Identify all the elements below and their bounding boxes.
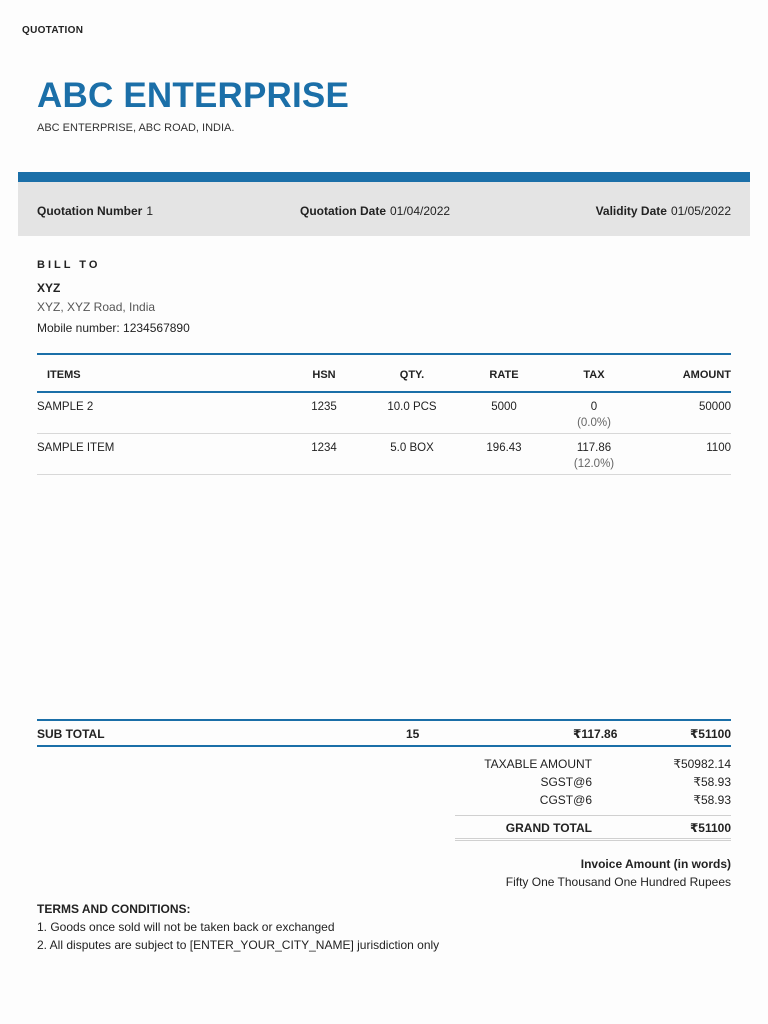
grand-total-value: ₹51100 xyxy=(689,821,731,835)
validity-date xyxy=(596,204,731,218)
row-amount: 50000 xyxy=(699,401,731,413)
row-tax-value: 0 xyxy=(590,401,598,413)
header-tax: TAX xyxy=(583,369,605,381)
row-qty: 10.0 PCS xyxy=(387,401,437,413)
cgst-row xyxy=(455,793,731,811)
taxable-amount-row xyxy=(455,757,731,775)
table-header xyxy=(37,353,731,393)
subtotal-tax: ₹117.86 xyxy=(573,727,618,741)
terms-title: TERMS AND CONDITIONS: xyxy=(37,902,191,916)
quotation-number-label: Quotation Number xyxy=(37,204,143,218)
subtotal-amount: ₹51100 xyxy=(689,727,731,741)
cgst-label: CGST@6 xyxy=(539,793,592,807)
sgst-row xyxy=(455,775,731,793)
subtotal-qty: 15 xyxy=(406,727,420,741)
terms-line-1: 1. Goods once sold will not be taken back or exchanged xyxy=(37,920,335,934)
row-tax-percent: (0.0%) xyxy=(577,417,611,429)
grand-total-label: GRAND TOTAL xyxy=(505,821,592,835)
header-items: ITEMS xyxy=(47,369,81,381)
row-tax xyxy=(564,401,624,429)
row-tax-value: 117.86 xyxy=(576,442,612,454)
quotation-date xyxy=(300,204,450,218)
table-row xyxy=(37,393,731,434)
row-item: SAMPLE ITEM xyxy=(37,442,115,454)
header-qty: QTY. xyxy=(399,369,425,381)
row-amount: 1100 xyxy=(706,442,731,454)
subtotal-row xyxy=(37,719,731,747)
header-amount: AMOUNT xyxy=(682,369,731,381)
company-name: ABC ENTERPRISE xyxy=(37,76,350,115)
row-rate: 5000 xyxy=(491,401,517,413)
accent-bar xyxy=(18,172,750,182)
cgst-value: ₹58.93 xyxy=(693,793,731,807)
subtotal-label: SUB TOTAL xyxy=(37,727,105,741)
row-qty: 5.0 BOX xyxy=(390,442,434,454)
taxable-amount-label: TAXABLE AMOUNT xyxy=(484,757,592,771)
header-rate: RATE xyxy=(489,369,519,381)
taxable-amount-value: ₹50982.14 xyxy=(673,757,731,771)
row-rate: 196.43 xyxy=(486,442,522,454)
quotation-number-value: 1 xyxy=(146,204,154,218)
company-address: ABC ENTERPRISE, ABC ROAD, INDIA. xyxy=(37,122,235,134)
table-row xyxy=(37,434,731,475)
document-type-label: QUOTATION xyxy=(22,25,84,36)
bill-to-heading: BILL TO xyxy=(37,259,101,271)
validity-date-value: 01/05/2022 xyxy=(670,204,731,218)
items-table xyxy=(37,353,731,475)
bill-to-mobile: Mobile number: 1234567890 xyxy=(37,321,190,335)
sgst-label: SGST@6 xyxy=(540,775,592,789)
row-hsn: 1235 xyxy=(311,401,337,413)
terms-line-2: 2. All disputes are subject to [ENTER_YOUR_CITY_NAME] jurisdiction only xyxy=(37,938,440,952)
validity-date-label: Validity Date xyxy=(595,204,667,218)
totals-summary xyxy=(455,757,731,841)
bill-to-name: XYZ xyxy=(37,281,61,295)
header-hsn: HSN xyxy=(312,369,336,381)
row-item: SAMPLE 2 xyxy=(37,401,94,413)
amount-in-words-label: Invoice Amount (in words) xyxy=(580,857,731,871)
amount-in-words-value: Fifty One Thousand One Hundred Rupees xyxy=(505,875,731,889)
row-tax xyxy=(564,442,624,470)
row-tax-percent: (12.0%) xyxy=(573,458,615,470)
quotation-date-value: 01/04/2022 xyxy=(390,204,451,218)
row-hsn: 1234 xyxy=(311,442,337,454)
grand-total-row xyxy=(455,815,731,841)
sgst-value: ₹58.93 xyxy=(693,775,731,789)
quotation-date-label: Quotation Date xyxy=(300,204,386,218)
quotation-number xyxy=(37,204,153,218)
bill-to-address: XYZ, XYZ Road, India xyxy=(37,300,156,314)
